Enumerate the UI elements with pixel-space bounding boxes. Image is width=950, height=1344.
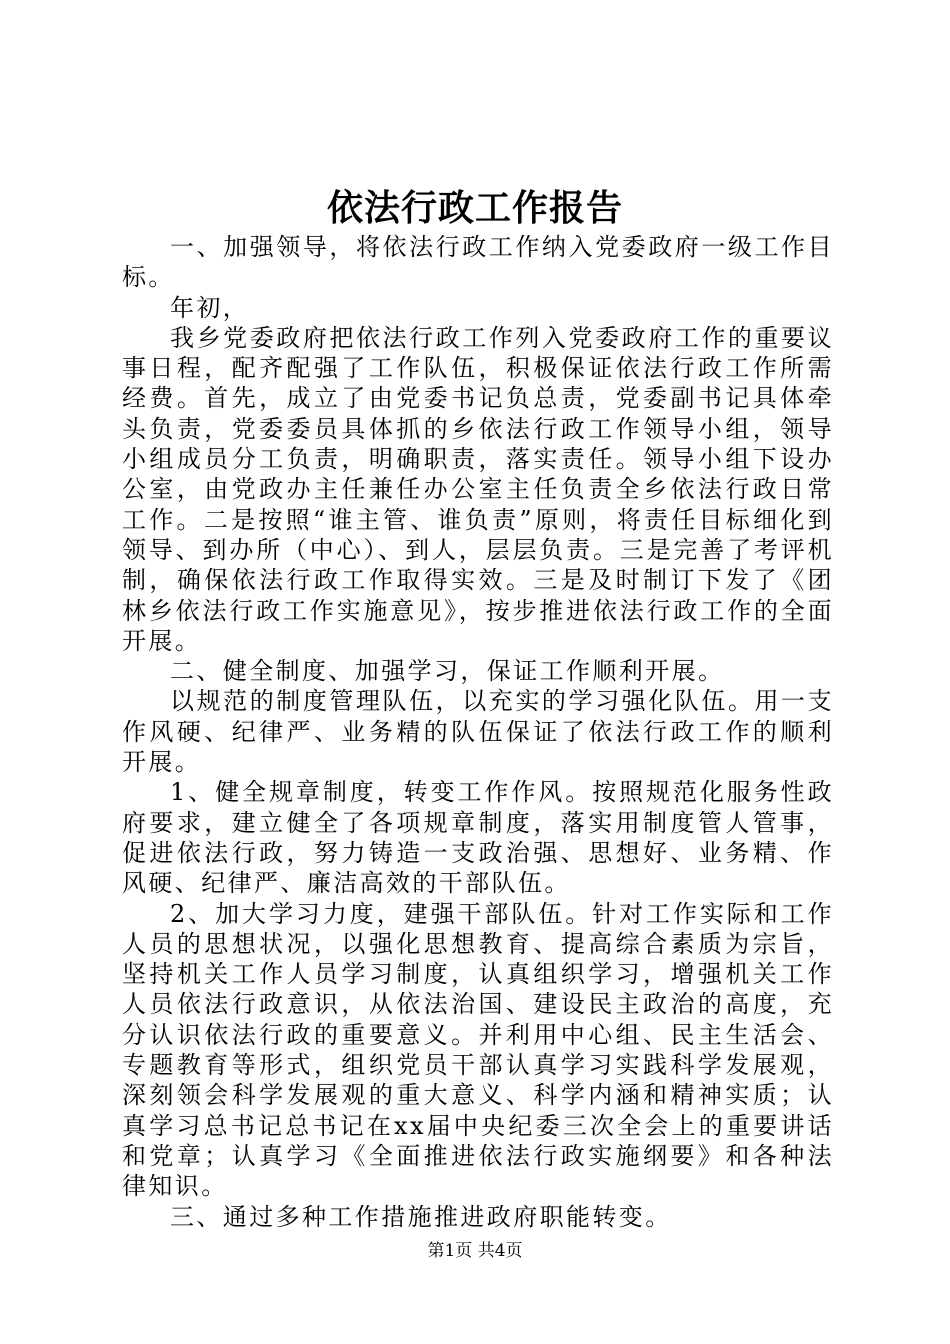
paragraph-section-2-heading: 二、健全制度、加强学习，保证工作顺利开展。 (170, 657, 725, 686)
paragraph-item-1: 1、健全规章制度，转变工作作风。按照规范化服务性政府要求，建立健全了各项规章制度，落实用制度管人管事，促进依法行政，努力铸造一支政治强、思想好、业务精、作风硬、纪律严、廉洁高效的干部队伍。 (122, 778, 834, 898)
paragraph-leadership: 我乡党委政府把依法行政工作列入党委政府工作的重要议事日程，配齐配强了工作队伍，积极保证依法行政工作所需经费。首先，成立了由党委书记负总责，党委副书记具体牵头负责，党委委员具体抓的乡依法行政工作领导小组，领导小组成员分工负责，明确职责，落实责任。领导小组下设办公室，由党政办主任兼任办公室主任负责全乡依法行政日常工作。二是按照“谁主管、谁负责”原则，将责任目标细化到领导、到办所（中心）、到人，层层负责。三是完善了考评机制，确保依法行政工作取得实效。三是及时制订下发了《团林乡依法行政工作实施意见》，按步推进依法行政工作的全面开展。 (122, 323, 834, 655)
document-title: 依法行政工作报告 (326, 187, 623, 229)
paragraph-section-1-heading: 一、加强领导，将依法行政工作纳入党委政府一级工作目标。 (122, 233, 834, 292)
paragraph-section-3-heading: 三、通过多种工作措施推进政府职能转变。 (170, 1202, 672, 1231)
paragraph-section-2-intro: 以规范的制度管理队伍，以充实的学习强化队伍。用一支作风硬、纪律严、业务精的队伍保证了依法行政工作的顺利开展。 (122, 687, 834, 777)
paragraph-year-start: 年初， (170, 293, 250, 322)
page-number-footer: 第1页 共4页 (427, 1241, 523, 1261)
paragraph-item-2: 2、加大学习力度，建强干部队伍。针对工作实际和工作人员的思想状况，以强化思想教育、提高综合素质为宗旨，坚持机关工作人员学习制度，认真组织学习，增强机关工作人员依法行政意识，从依法治国、建设民主政治的高度，充分认识依法行政的重要意义。并利用中心组、民主生活会、专题教育等形式，组织党员干部认真学习实践科学发展观，深刻领会科学发展观的重大意义、科学内涵和精神实质；认真学习总书记总书记在xx届中央纪委三次全会上的重要讲话和党章；认真学习《全面推进依法行政实施纲要》和各种法律知识。 (122, 899, 834, 1201)
document-body (122, 232, 834, 1232)
